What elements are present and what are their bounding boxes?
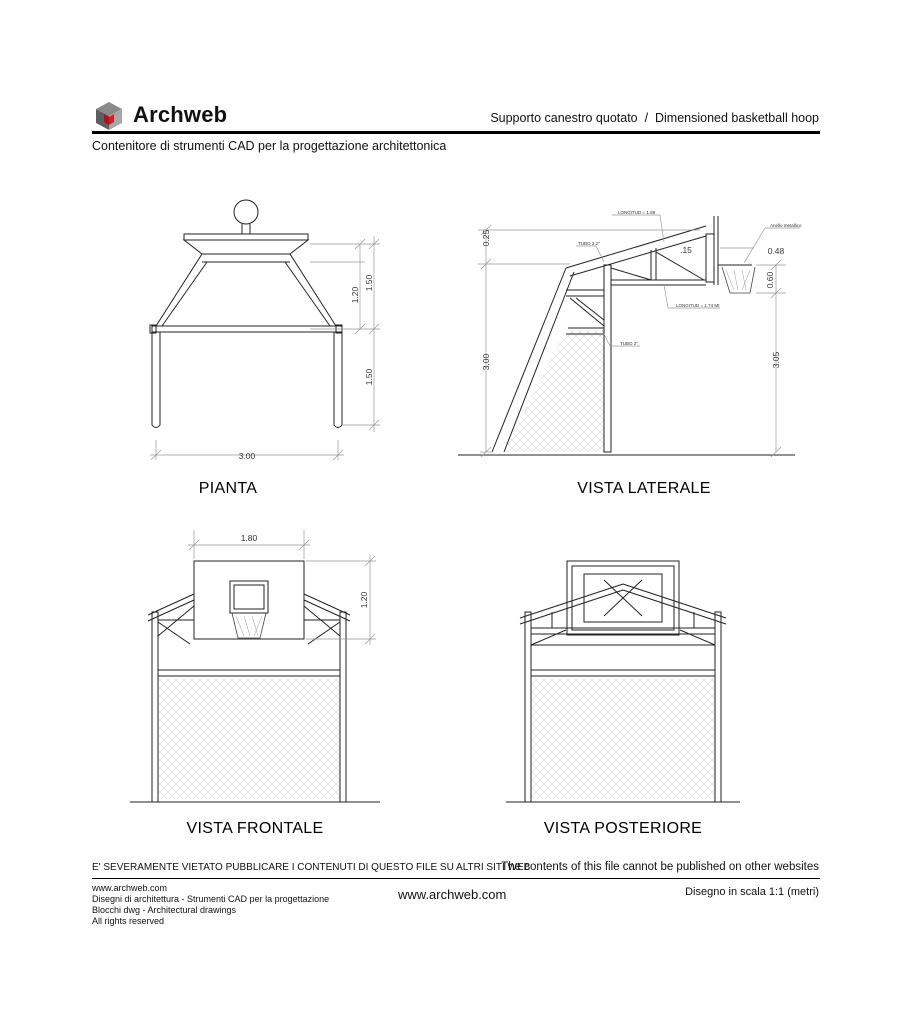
pianta-label: PIANTA <box>198 480 258 497</box>
footer-line: All rights reserved <box>92 916 165 926</box>
pianta-width-dim: 3.00 <box>238 451 256 461</box>
laterale-note-tubo2: TUBO 2" <box>620 341 638 346</box>
frontale-board-height-dim: 1.20 <box>359 591 369 609</box>
warning-english: The contents of this file cannot be published on other websites <box>501 861 819 873</box>
vista-posteriore-rear-view <box>506 561 740 802</box>
laterale-ring-dim: 3.05 <box>771 351 781 369</box>
laterale-height-dim: 3.00 <box>481 353 491 371</box>
drawing-title: Supporto canestro quotato / Dimensioned basketball hoop <box>490 111 819 125</box>
pianta-upper-a-dim: 1.20 <box>350 286 360 304</box>
footer-line: Blocchi dwg - Architectural drawings <box>92 905 237 915</box>
pianta-plan-view <box>150 200 380 460</box>
laterale-top-dim: 0.25 <box>481 229 491 247</box>
laterale-note-longitud2: LONGITUD = 1.74 Mt <box>676 303 720 308</box>
laterale-note-anello: Anello metallico <box>770 223 802 228</box>
footer-line[interactable]: www.archweb.com <box>92 883 168 893</box>
warning-italian: E' SEVERAMENTE VIETATO PUBBLICARE I CONTENUTI DI QUESTO FILE SU ALTRI SITI WEB <box>92 862 531 873</box>
frontale-board-width-dim: 1.80 <box>240 533 258 543</box>
footer-website-link[interactable]: www.archweb.com <box>398 887 507 902</box>
brand-name: Archweb <box>133 102 228 127</box>
laterale-hoop-dim: 0.60 <box>765 271 775 289</box>
vista-frontale-front-view <box>130 530 380 802</box>
footer-line: Disegni di architettura - Strumenti CAD per la progettazione <box>92 894 330 904</box>
scale-note: Disegno in scala 1:1 (metri) <box>685 886 819 898</box>
footer-credits <box>92 883 329 927</box>
pianta-upper-b-dim: 1.50 <box>364 274 374 292</box>
drawing-subtitle: Contenitore di strumenti CAD per la progettazione architettonica <box>92 139 447 153</box>
laterale-note-longitud1: LONGITUD = 1.89 <box>618 210 656 215</box>
vista-laterale-label: VISTA LATERALE <box>577 480 711 497</box>
vista-frontale-label: VISTA FRONTALE <box>186 820 324 837</box>
laterale-reach-dim: 0.48 <box>767 246 785 256</box>
laterale-note-tubo1: TUBO 3 2" <box>578 241 600 246</box>
footer-rule <box>92 878 820 879</box>
pianta-lower-dim: 1.50 <box>364 368 374 386</box>
vista-posteriore-label: VISTA POSTERIORE <box>543 820 703 837</box>
vista-laterale-side-view <box>458 215 800 457</box>
laterale-depth-dim: .15 <box>680 245 692 255</box>
